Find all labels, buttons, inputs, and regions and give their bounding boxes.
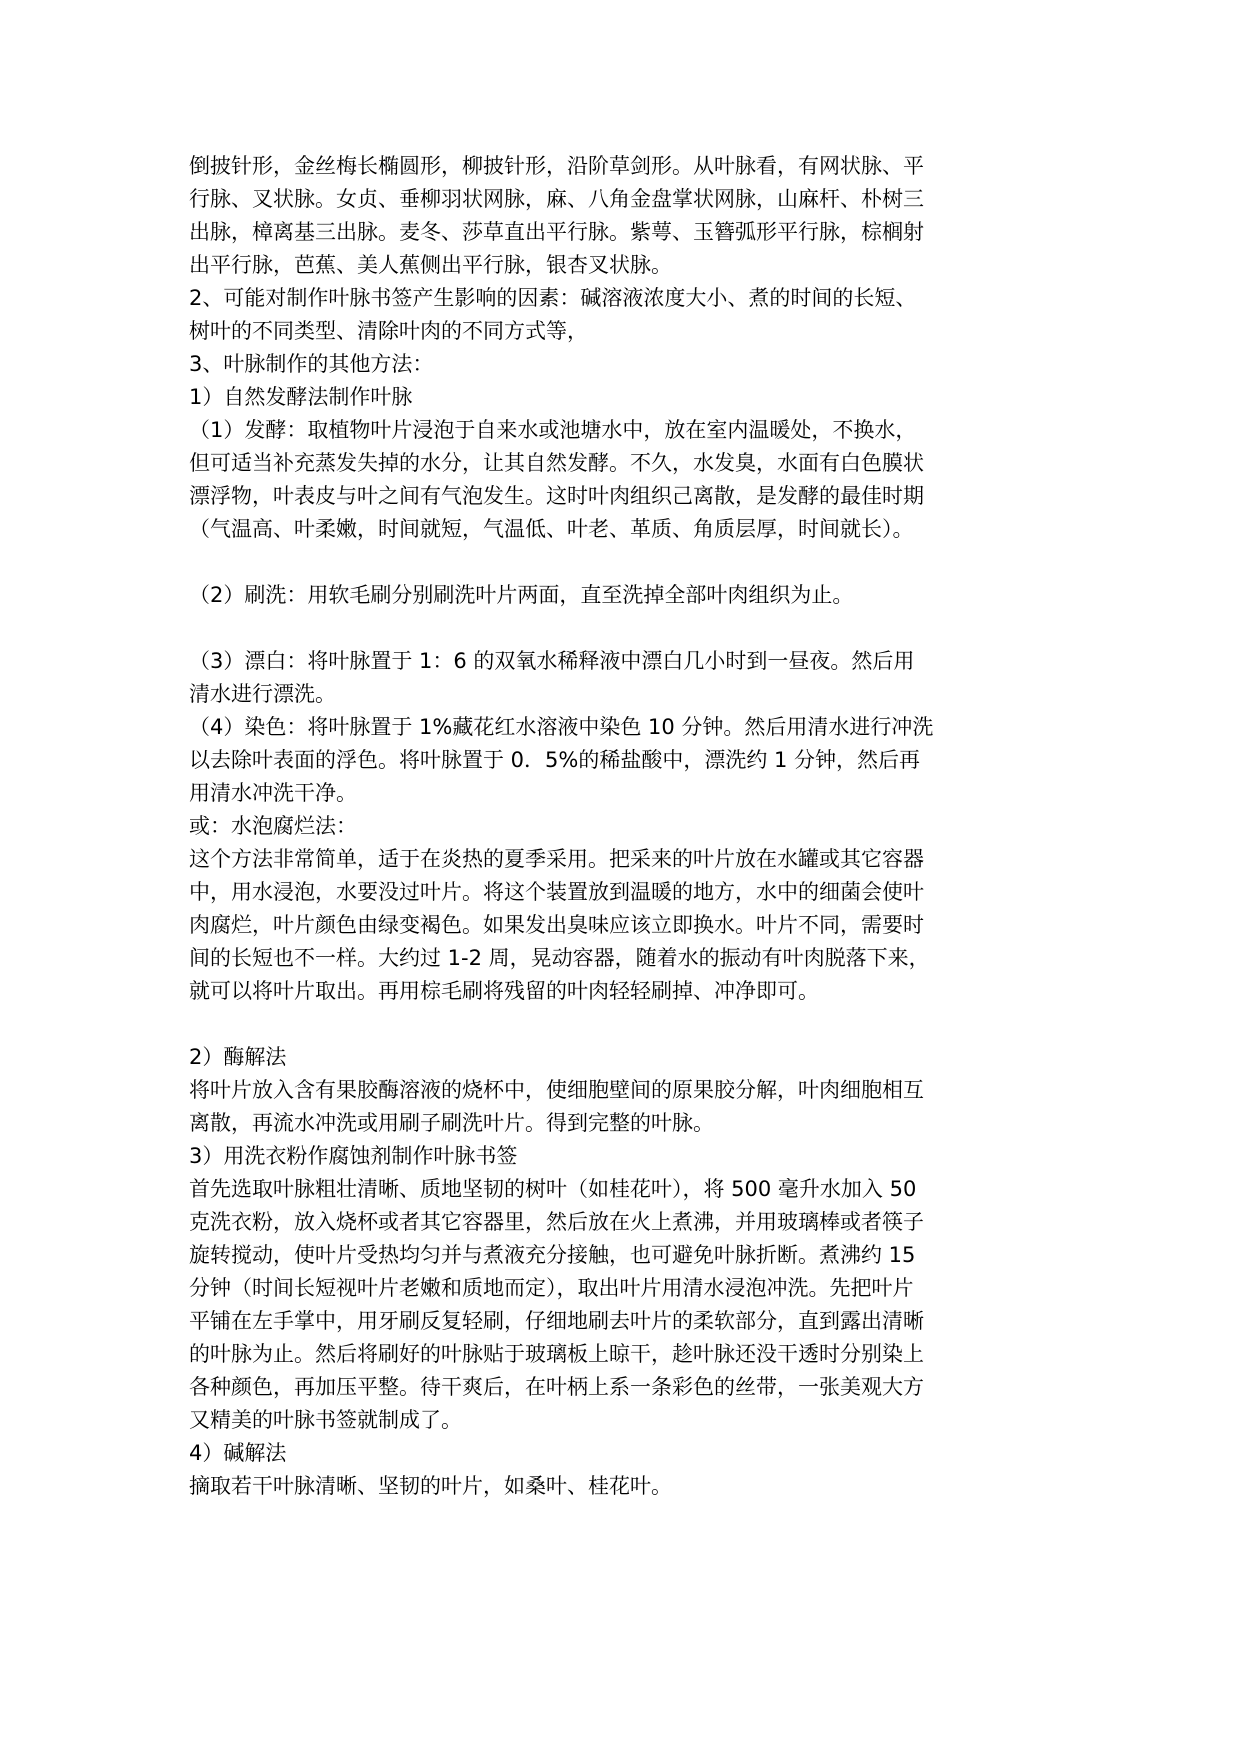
paragraph-gap [189,612,1069,645]
text-line: 3）用洗衣粉作腐蚀剂制作叶脉书签 [189,1144,518,1168]
text-line: （1）发酵：取植物叶片浸泡于自来水或池塘水中，放在室内温暖处，不换水， [189,418,917,442]
text-line: 离散，再流水冲洗或用刷子刷洗叶片。得到完整的叶脉。 [189,1111,714,1135]
text-line: （3）漂白：将叶脉置于 1：6 的双氧水稀释液中漂白几小时到一昼夜。然后用 [189,649,915,673]
text-line: 这个方法非常简单，适于在炎热的夏季采用。把采来的叶片放在水罐或其它容器 [189,847,924,871]
text-line: 中，用水浸泡，水要没过叶片。将这个装置放到温暖的地方，水中的细菌会使叶 [189,880,924,904]
text-line: 出脉，樟离基三出脉。麦冬、莎草直出平行脉。紫萼、玉簪弧形平行脉，棕榈射 [189,220,924,244]
text-line: 1）自然发酵法制作叶脉 [189,385,413,409]
text-line: 就可以将叶片取出。再用棕毛刷将残留的叶肉轻轻刷掉、冲净即可。 [189,979,819,1003]
text-line: 将叶片放入含有果胶酶溶液的烧杯中，使细胞壁间的原果胶分解，叶肉细胞相互 [189,1078,924,1102]
text-line: 清水进行漂洗。 [189,682,336,706]
text-line: 摘取若干叶脉清晰、坚韧的叶片，如桑叶、桂花叶。 [189,1474,672,1498]
text-line: 2、可能对制作叶脉书签产生影响的因素：碱溶液浓度大小、煮的时间的长短、 [189,286,917,310]
text-line: 出平行脉，芭蕉、美人蕉侧出平行脉，银杏叉状脉。 [189,253,672,277]
text-line: 漂浮物，叶表皮与叶之间有气泡发生。这时叶肉组织己离散，是发酵的最佳时期 [189,484,924,508]
text-line: 倒披针形，金丝梅长椭圆形，柳披针形，沿阶草剑形。从叶脉看，有网状脉、平 [189,154,924,178]
text-line: 4）碱解法 [189,1441,287,1465]
text-line: （气温高、叶柔嫩，时间就短，气温低、叶老、革质、角质层厚，时间就长）。 [189,517,914,541]
text-line: 3、叶脉制作的其他方法： [189,352,434,376]
text-line: 分钟（时间长短视叶片老嫩和质地而定），取出叶片用清水浸泡冲洗。先把叶片 [189,1276,914,1300]
text-line: 间的长短也不一样。大约过 1-2 周，晃动容器，随着水的振动有叶肉脱落下来， [189,946,930,970]
text-line: （2）刷洗：用软毛刷分别刷洗叶片两面，直至洗掉全部叶肉组织为止。 [189,583,854,607]
text-line: 克洗衣粉，放入烧杯或者其它容器里，然后放在火上煮沸，并用玻璃棒或者筷子 [189,1210,924,1234]
text-line: 的叶脉为止。然后将刷好的叶脉贴于玻璃板上晾干，趁叶脉还没干透时分别染上 [189,1342,924,1366]
text-line: 首先选取叶脉粗壮清晰、质地坚韧的树叶（如桂花叶），将 500 毫升水加入 50 [189,1177,917,1201]
text-line: 但可适当补充蒸发失掉的水分，让其自然发酵。不久，水发臭，水面有白色膜状 [189,451,924,475]
text-line: 树叶的不同类型、清除叶肉的不同方式等， [189,319,588,343]
paragraph-gap [189,1008,1069,1041]
text-line: 以去除叶表面的浮色。将叶脉置于 0．5%的稀盐酸中，漂洗约 1 分钟，然后再 [189,748,921,772]
text-line: 又精美的叶脉书签就制成了。 [189,1408,462,1432]
text-line: 肉腐烂，叶片颜色由绿变褐色。如果发出臭味应该立即换水。叶片不同，需要时 [189,913,924,937]
text-line: 行脉、叉状脉。女贞、垂柳羽状网脉，麻、八角金盘掌状网脉，山麻杆、朴树三 [189,187,924,211]
text-line: 用清水冲洗干净。 [189,781,357,805]
document-body [189,150,1069,1503]
text-line: 各种颜色，再加压平整。待干爽后，在叶柄上系一条彩色的丝带，一张美观大方 [189,1375,924,1399]
text-line: 或：水泡腐烂法： [189,814,357,838]
text-line: 2）酶解法 [189,1045,287,1069]
text-line: 旋转搅动，使叶片受热均匀并与煮液充分接触，也可避免叶脉折断。煮沸约 15 [189,1243,916,1267]
text-line: （4）染色：将叶脉置于 1%藏花红水溶液中染色 10 分钟。然后用清水进行冲洗 [189,715,934,739]
paragraph-gap [189,546,1069,579]
text-line: 平铺在左手掌中，用牙刷反复轻刷，仔细地刷去叶片的柔软部分，直到露出清晰 [189,1309,924,1333]
